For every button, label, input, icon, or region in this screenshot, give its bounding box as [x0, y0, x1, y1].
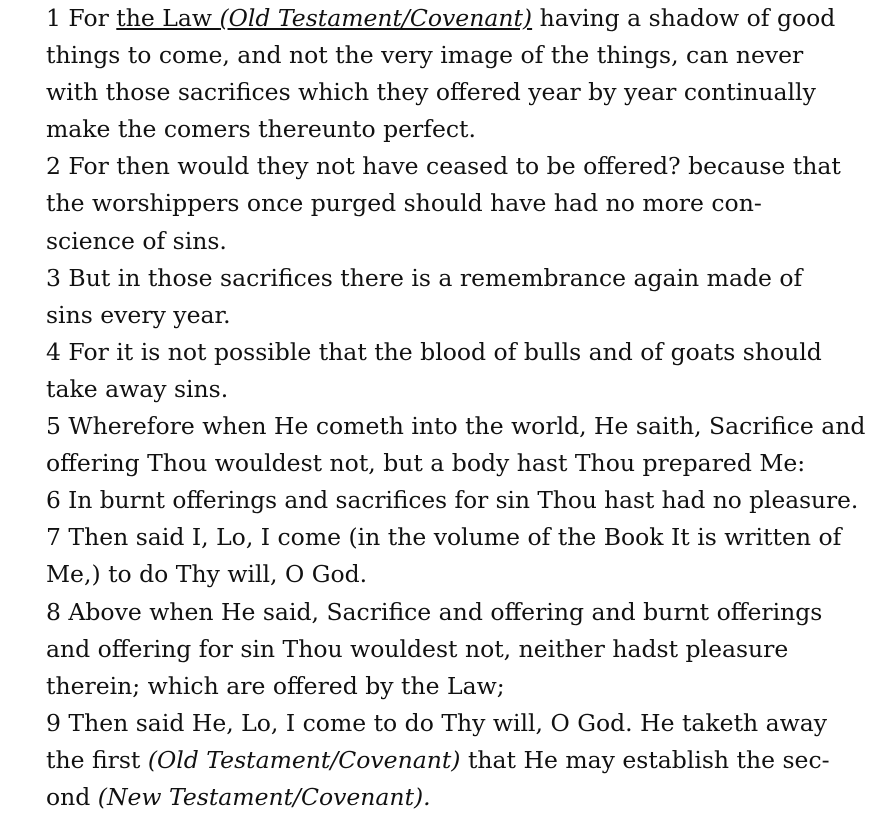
italic-span: (Old Testament/Covenant): [219, 4, 533, 32]
text-span: sins every year.: [46, 300, 231, 329]
scripture-passage: [46, 0, 866, 816]
text-line: [46, 742, 866, 779]
text-line: [46, 148, 866, 185]
verse-8: [46, 594, 866, 705]
text-span: with those sacrifices which they offered year by year continually: [46, 78, 816, 107]
text-span: having a shadow of good: [532, 4, 836, 32]
verse-9: [46, 705, 866, 816]
text-span: 2 For then would they not have ceased to be offered? because that: [46, 152, 841, 181]
verse-1: [46, 0, 866, 148]
verse-6: [46, 482, 866, 519]
text-span: that He may establish the sec-: [460, 745, 830, 774]
text-span: make the comers thereunto perfect.: [46, 115, 476, 144]
text-line: [46, 297, 866, 334]
text-line: [46, 556, 866, 593]
text-line: [46, 37, 866, 74]
text-span: Me,) to do Thy will, O God.: [46, 560, 368, 589]
text-line: [46, 705, 866, 742]
text-span: 8 Above when He said, Sacrifice and offering and burnt offerings: [46, 597, 823, 626]
verse-7: [46, 519, 866, 593]
underlined-span: the Law: [116, 4, 220, 32]
text-span: take away sins.: [46, 374, 229, 403]
text-span: 5 Wherefore when He cometh into the world, He saith, Sacrifice and: [46, 412, 866, 441]
text-line: [46, 223, 866, 260]
text-line: [46, 408, 866, 445]
text-span: science of sins.: [46, 226, 227, 255]
text-line: [46, 445, 866, 482]
text-span: the worshippers once purged should have had no more con-: [46, 189, 762, 218]
text-span: things to come, and not the very image of the things, can never: [46, 41, 804, 70]
text-span: 3 But in those sacrifices there is a remembrance again made of: [46, 263, 803, 292]
text-line: [46, 185, 866, 222]
verse-5: [46, 408, 866, 482]
text-span: and offering for sin Thou wouldest not, neither hadst pleasure: [46, 634, 789, 663]
text-line: [46, 371, 866, 408]
text-span: 1 For: [46, 4, 117, 32]
text-span: ond: [46, 782, 98, 811]
text-line: [46, 482, 866, 519]
text-span: the first: [46, 745, 148, 774]
text-span: offering Thou wouldest not, but a body hast Thou prepared Me:: [46, 449, 806, 478]
verse-4: [46, 334, 866, 408]
italic-span: (New Testament/Covenant).: [97, 782, 431, 811]
verse-3: [46, 260, 866, 334]
text-span: 9 Then said He, Lo, I come to do Thy will, O God. He taketh away: [46, 708, 828, 737]
text-span: 6 In burnt offerings and sacrifices for sin Thou hast had no pleasure.: [46, 487, 859, 515]
text-span: therein; which are offered by the Law;: [46, 671, 505, 700]
text-line: [46, 668, 866, 705]
text-line: [46, 74, 866, 111]
text-line: [46, 594, 866, 631]
text-line: [46, 519, 866, 556]
italic-span: (Old Testament/Covenant): [147, 745, 461, 774]
text-span: 4 For it is not possible that the blood of bulls and of goats should: [46, 337, 822, 366]
text-line: [46, 334, 866, 371]
verse-2: [46, 148, 866, 259]
text-line: [46, 0, 866, 37]
text-line: [46, 260, 866, 297]
text-line: [46, 111, 866, 148]
text-line: [46, 779, 866, 816]
text-span: 7 Then said I, Lo, I come (in the volume of the Book It is written of: [46, 523, 842, 552]
text-line: [46, 631, 866, 668]
